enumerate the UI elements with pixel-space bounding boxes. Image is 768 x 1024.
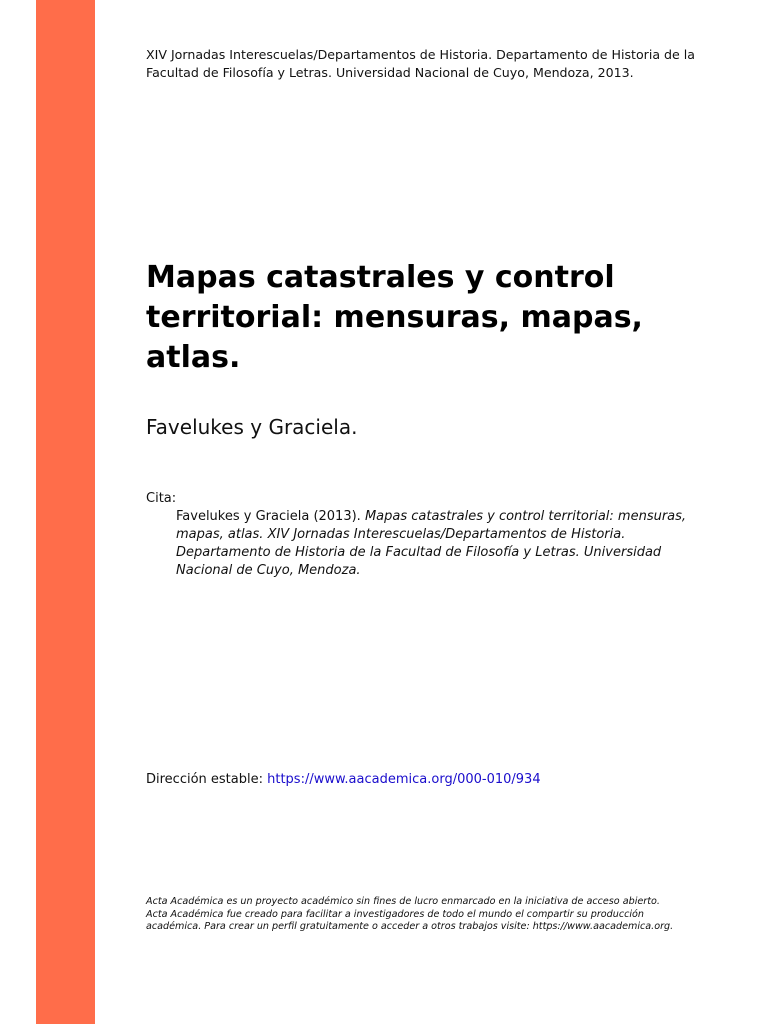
stable-address-label: Dirección estable: [146,772,268,787]
citation-text [176,508,706,580]
citation-prefix: Favelukes y Graciela (2013). [176,509,365,524]
stable-address [146,771,706,789]
footer-note: Acta Académica es un proyecto académico sin fines de lucro enmarcado en la iniciativa de acceso abierto. Acta Académica fue creado para facilitar a investigadores de todo el mundo el compartir su producción académica. Para crear un perfil gratuitamente o acceder a otros trabajos visite: https://www.aacademica.org. [146,896,674,932]
stable-address-link[interactable]: https://www.aacademica.org/000-010/934 [267,772,541,787]
citation-label: Cita: [146,491,177,506]
citation-italic-text: Mapas catastrales y control territorial: mensuras, mapas, atlas. XIV Jornadas Interescuelas/Departamentos de Historia. Departamento de Historia de la Facultad de Filosofía y Letras. Universidad Nacional de Cuyo, Mendoza. [176,509,687,578]
document-title: Mapas catastrales y control territorial: mensuras, mapas, atlas. [146,260,643,375]
conference-header-note: XIV Jornadas Interescuelas/Departamentos de Historia. Departamento de Historia de la Facultad de Filosofía y Letras. Universidad Nacional de Cuyo, Mendoza, 2013. [146,47,696,80]
document-authors: Favelukes y Graciela. [146,415,358,439]
accent-side-bar [36,0,95,1024]
